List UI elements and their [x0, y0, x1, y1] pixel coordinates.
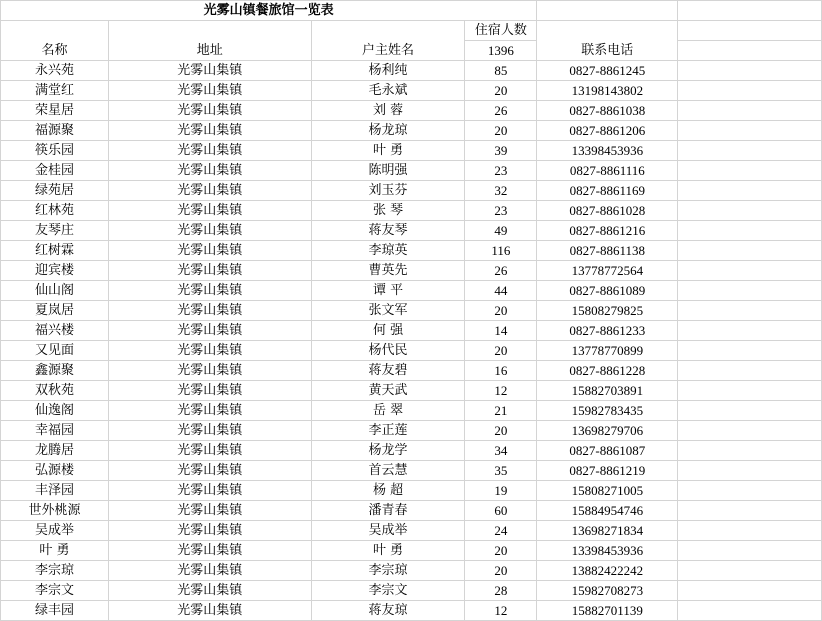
row-address-cell[interactable]: 光雾山集镇: [108, 141, 311, 161]
table-row: [1, 61, 822, 81]
row-owner-cell[interactable]: 曹英先: [311, 261, 465, 281]
row-address-cell[interactable]: 光雾山集镇: [108, 341, 311, 361]
row-name-cell[interactable]: 夏岚居: [1, 301, 109, 321]
row-owner-cell[interactable]: 杨龙学: [311, 441, 465, 461]
header-name[interactable]: 名称: [1, 21, 109, 61]
row-name-cell[interactable]: 龙腾居: [1, 441, 109, 461]
row-address-cell[interactable]: 光雾山集镇: [108, 441, 311, 461]
row-name-cell[interactable]: 红树霖: [1, 241, 109, 261]
row-owner-cell[interactable]: 杨代民: [311, 341, 465, 361]
table-row: [1, 241, 822, 261]
empty-cell[interactable]: [678, 81, 822, 101]
row-name-cell[interactable]: 金桂园: [1, 161, 109, 181]
row-owner-cell[interactable]: 吴成举: [311, 521, 465, 541]
row-owner-cell[interactable]: 岳 翠: [311, 401, 465, 421]
table-row: [1, 261, 822, 281]
row-phone-cell[interactable]: 13198143802: [537, 81, 678, 101]
row-owner-cell[interactable]: 首云慧: [311, 461, 465, 481]
row-phone-cell[interactable]: 13778772564: [537, 261, 678, 281]
empty-cell[interactable]: [678, 201, 822, 221]
row-capacity-cell[interactable]: 34: [465, 441, 537, 461]
row-owner-cell[interactable]: 陈明强: [311, 161, 465, 181]
table-row: [1, 201, 822, 221]
header-capacity[interactable]: 住宿人数: [465, 21, 537, 41]
row-owner-cell[interactable]: 杨 超: [311, 481, 465, 501]
table-row: [1, 421, 822, 441]
row-name-cell[interactable]: 福源聚: [1, 121, 109, 141]
row-owner-cell[interactable]: 蒋友碧: [311, 361, 465, 381]
row-address-cell[interactable]: 光雾山集镇: [108, 561, 311, 581]
row-phone-cell[interactable]: 0827-8861228: [537, 361, 678, 381]
row-owner-cell[interactable]: 谭 平: [311, 281, 465, 301]
empty-cell[interactable]: [678, 61, 822, 81]
row-capacity-cell[interactable]: 85: [465, 61, 537, 81]
table-row: [1, 401, 822, 421]
empty-cell[interactable]: [678, 521, 822, 541]
row-address-cell[interactable]: 光雾山集镇: [108, 201, 311, 221]
row-name-cell[interactable]: 福兴楼: [1, 321, 109, 341]
row-owner-cell[interactable]: 蒋友琼: [311, 601, 465, 621]
row-address-cell[interactable]: 光雾山集镇: [108, 101, 311, 121]
row-phone-cell[interactable]: 15808279825: [537, 301, 678, 321]
row-owner-cell[interactable]: 李宗琼: [311, 561, 465, 581]
row-capacity-cell[interactable]: 60: [465, 501, 537, 521]
empty-cell[interactable]: [678, 281, 822, 301]
table-row: [1, 601, 822, 621]
row-phone-cell[interactable]: 0827-8861169: [537, 181, 678, 201]
row-address-cell[interactable]: 光雾山集镇: [108, 501, 311, 521]
row-phone-cell[interactable]: 0827-8861219: [537, 461, 678, 481]
row-address-cell[interactable]: 光雾山集镇: [108, 61, 311, 81]
empty-cell[interactable]: [678, 41, 822, 61]
row-capacity-cell[interactable]: 12: [465, 381, 537, 401]
row-capacity-cell[interactable]: 20: [465, 121, 537, 141]
table-row: [1, 441, 822, 461]
empty-cell[interactable]: [678, 601, 822, 621]
row-owner-cell[interactable]: 何 强: [311, 321, 465, 341]
row-owner-cell[interactable]: 张 琴: [311, 201, 465, 221]
row-name-cell[interactable]: 绿丰园: [1, 601, 109, 621]
sheet-title[interactable]: 光雾山镇餐旅馆一览表: [1, 1, 537, 21]
row-address-cell[interactable]: 光雾山集镇: [108, 381, 311, 401]
empty-cell[interactable]: [678, 501, 822, 521]
table-row: [1, 161, 822, 181]
row-address-cell[interactable]: 光雾山集镇: [108, 361, 311, 381]
empty-cell[interactable]: [678, 241, 822, 261]
empty-cell[interactable]: [678, 561, 822, 581]
row-owner-cell[interactable]: 潘青春: [311, 501, 465, 521]
row-phone-cell[interactable]: 13398453936: [537, 141, 678, 161]
row-phone-cell[interactable]: 15882703891: [537, 381, 678, 401]
table-row: [1, 561, 822, 581]
row-address-cell[interactable]: 光雾山集镇: [108, 181, 311, 201]
row-owner-cell[interactable]: 叶 勇: [311, 541, 465, 561]
row-capacity-cell[interactable]: 32: [465, 181, 537, 201]
row-address-cell[interactable]: 光雾山集镇: [108, 221, 311, 241]
table-row: [1, 221, 822, 241]
row-name-cell[interactable]: 红林苑: [1, 201, 109, 221]
row-address-cell[interactable]: 光雾山集镇: [108, 121, 311, 141]
empty-cell[interactable]: [678, 461, 822, 481]
row-phone-cell[interactable]: 0827-8861206: [537, 121, 678, 141]
row-address-cell[interactable]: 光雾山集镇: [108, 461, 311, 481]
row-owner-cell[interactable]: 张文军: [311, 301, 465, 321]
table-row: [1, 481, 822, 501]
row-capacity-cell[interactable]: 44: [465, 281, 537, 301]
empty-cell[interactable]: [678, 181, 822, 201]
empty-cell[interactable]: [678, 261, 822, 281]
table-row: [1, 321, 822, 341]
row-phone-cell[interactable]: 15982708273: [537, 581, 678, 601]
table-row: [1, 581, 822, 601]
empty-cell[interactable]: [678, 101, 822, 121]
row-address-cell[interactable]: 光雾山集镇: [108, 521, 311, 541]
table-row: [1, 281, 822, 301]
header-address[interactable]: 地址: [108, 21, 311, 61]
row-name-cell[interactable]: 幸福园: [1, 421, 109, 441]
row-name-cell[interactable]: 仙逸阁: [1, 401, 109, 421]
row-name-cell[interactable]: 仙山阁: [1, 281, 109, 301]
row-address-cell[interactable]: 光雾山集镇: [108, 261, 311, 281]
row-capacity-cell[interactable]: 23: [465, 201, 537, 221]
table-row: [1, 541, 822, 561]
row-name-cell[interactable]: 吴成举: [1, 521, 109, 541]
row-phone-cell[interactable]: 0827-8861089: [537, 281, 678, 301]
empty-cell[interactable]: [537, 1, 678, 21]
row-owner-cell[interactable]: 蒋友琴: [311, 221, 465, 241]
row-capacity-cell[interactable]: 20: [465, 81, 537, 101]
table-row: [1, 461, 822, 481]
row-name-cell[interactable]: 李宗琼: [1, 561, 109, 581]
empty-cell[interactable]: [678, 121, 822, 141]
table-row: [1, 381, 822, 401]
row-name-cell[interactable]: 鑫源聚: [1, 361, 109, 381]
row-name-cell[interactable]: 永兴苑: [1, 61, 109, 81]
row-capacity-cell[interactable]: 20: [465, 301, 537, 321]
row-phone-cell[interactable]: 0827-8861138: [537, 241, 678, 261]
row-owner-cell[interactable]: 黄天武: [311, 381, 465, 401]
row-owner-cell[interactable]: 李宗文: [311, 581, 465, 601]
row-name-cell[interactable]: 满堂红: [1, 81, 109, 101]
row-capacity-cell[interactable]: 28: [465, 581, 537, 601]
header-phone[interactable]: 联系电话: [537, 21, 678, 61]
row-address-cell[interactable]: 光雾山集镇: [108, 301, 311, 321]
table-row: [1, 301, 822, 321]
row-name-cell[interactable]: 李宗文: [1, 581, 109, 601]
table-row: [1, 361, 822, 381]
empty-cell[interactable]: [678, 401, 822, 421]
table-row: [1, 81, 822, 101]
empty-cell[interactable]: [678, 161, 822, 181]
row-capacity-cell[interactable]: 35: [465, 461, 537, 481]
empty-cell[interactable]: [678, 341, 822, 361]
row-capacity-cell[interactable]: 26: [465, 261, 537, 281]
row-owner-cell[interactable]: 李琼英: [311, 241, 465, 261]
row-name-cell[interactable]: 又见面: [1, 341, 109, 361]
row-phone-cell[interactable]: 15808271005: [537, 481, 678, 501]
header-owner[interactable]: 户主姓名: [311, 21, 465, 61]
empty-cell[interactable]: [678, 481, 822, 501]
row-address-cell[interactable]: 光雾山集镇: [108, 601, 311, 621]
empty-cell[interactable]: [678, 381, 822, 401]
row-capacity-cell[interactable]: 19: [465, 481, 537, 501]
row-capacity-cell[interactable]: 23: [465, 161, 537, 181]
row-phone-cell[interactable]: 0827-8861087: [537, 441, 678, 461]
row-capacity-cell[interactable]: 49: [465, 221, 537, 241]
row-phone-cell[interactable]: 0827-8861038: [537, 101, 678, 121]
row-phone-cell[interactable]: 13882422242: [537, 561, 678, 581]
empty-cell[interactable]: [678, 141, 822, 161]
empty-cell[interactable]: [678, 301, 822, 321]
row-owner-cell[interactable]: 叶 勇: [311, 141, 465, 161]
row-address-cell[interactable]: 光雾山集镇: [108, 401, 311, 421]
row-name-cell[interactable]: 叶 勇: [1, 541, 109, 561]
table-row: [1, 501, 822, 521]
row-address-cell[interactable]: 光雾山集镇: [108, 421, 311, 441]
row-owner-cell[interactable]: 毛永斌: [311, 81, 465, 101]
row-name-cell[interactable]: 荣星居: [1, 101, 109, 121]
row-phone-cell[interactable]: 0827-8861116: [537, 161, 678, 181]
empty-cell[interactable]: [678, 1, 822, 21]
row-capacity-cell[interactable]: 24: [465, 521, 537, 541]
row-phone-cell[interactable]: 15982783435: [537, 401, 678, 421]
row-phone-cell[interactable]: 15884954746: [537, 501, 678, 521]
row-address-cell[interactable]: 光雾山集镇: [108, 541, 311, 561]
row-capacity-cell[interactable]: 14: [465, 321, 537, 341]
row-address-cell[interactable]: 光雾山集镇: [108, 241, 311, 261]
row-capacity-cell[interactable]: 39: [465, 141, 537, 161]
row-phone-cell[interactable]: 0827-8861216: [537, 221, 678, 241]
row-name-cell[interactable]: 绿苑居: [1, 181, 109, 201]
row-name-cell[interactable]: 迎宾楼: [1, 261, 109, 281]
row-capacity-cell[interactable]: 20: [465, 341, 537, 361]
row-address-cell[interactable]: 光雾山集镇: [108, 281, 311, 301]
empty-cell[interactable]: [678, 541, 822, 561]
row-owner-cell[interactable]: 杨龙琼: [311, 121, 465, 141]
row-capacity-cell[interactable]: 16: [465, 361, 537, 381]
row-phone-cell[interactable]: 13398453936: [537, 541, 678, 561]
table-row: [1, 341, 822, 361]
row-address-cell[interactable]: 光雾山集镇: [108, 481, 311, 501]
row-name-cell[interactable]: 友琴庄: [1, 221, 109, 241]
row-phone-cell[interactable]: 13698279706: [537, 421, 678, 441]
title-row: [1, 1, 822, 21]
table-row: [1, 101, 822, 121]
row-phone-cell[interactable]: 0827-8861233: [537, 321, 678, 341]
empty-cell[interactable]: [678, 21, 822, 41]
row-capacity-cell[interactable]: 20: [465, 561, 537, 581]
row-phone-cell[interactable]: 13698271834: [537, 521, 678, 541]
row-capacity-cell[interactable]: 21: [465, 401, 537, 421]
row-address-cell[interactable]: 光雾山集镇: [108, 161, 311, 181]
row-owner-cell[interactable]: 刘 蓉: [311, 101, 465, 121]
empty-cell[interactable]: [678, 441, 822, 461]
row-name-cell[interactable]: 双秋苑: [1, 381, 109, 401]
row-address-cell[interactable]: 光雾山集镇: [108, 581, 311, 601]
table-row: [1, 141, 822, 161]
table-row: [1, 121, 822, 141]
empty-cell[interactable]: [678, 361, 822, 381]
table-row: [1, 521, 822, 541]
row-capacity-cell[interactable]: 20: [465, 541, 537, 561]
table-row: [1, 181, 822, 201]
row-phone-cell[interactable]: 15882701139: [537, 601, 678, 621]
row-capacity-cell[interactable]: 116: [465, 241, 537, 261]
empty-cell[interactable]: [678, 581, 822, 601]
row-phone-cell[interactable]: 13778770899: [537, 341, 678, 361]
row-owner-cell[interactable]: 杨利纯: [311, 61, 465, 81]
empty-cell[interactable]: [678, 421, 822, 441]
capacity-total[interactable]: 1396: [465, 41, 537, 61]
row-name-cell[interactable]: 弘源楼: [1, 461, 109, 481]
row-address-cell[interactable]: 光雾山集镇: [108, 81, 311, 101]
header-row-1: [1, 21, 822, 41]
row-name-cell[interactable]: 世外桃源: [1, 501, 109, 521]
row-owner-cell[interactable]: 刘玉芬: [311, 181, 465, 201]
row-name-cell[interactable]: 筷乐园: [1, 141, 109, 161]
row-owner-cell[interactable]: 李正莲: [311, 421, 465, 441]
empty-cell[interactable]: [678, 221, 822, 241]
row-capacity-cell[interactable]: 20: [465, 421, 537, 441]
row-capacity-cell[interactable]: 26: [465, 101, 537, 121]
row-name-cell[interactable]: 丰泽园: [1, 481, 109, 501]
row-capacity-cell[interactable]: 12: [465, 601, 537, 621]
empty-cell[interactable]: [678, 321, 822, 341]
row-address-cell[interactable]: 光雾山集镇: [108, 321, 311, 341]
row-phone-cell[interactable]: 0827-8861245: [537, 61, 678, 81]
row-phone-cell[interactable]: 0827-8861028: [537, 201, 678, 221]
